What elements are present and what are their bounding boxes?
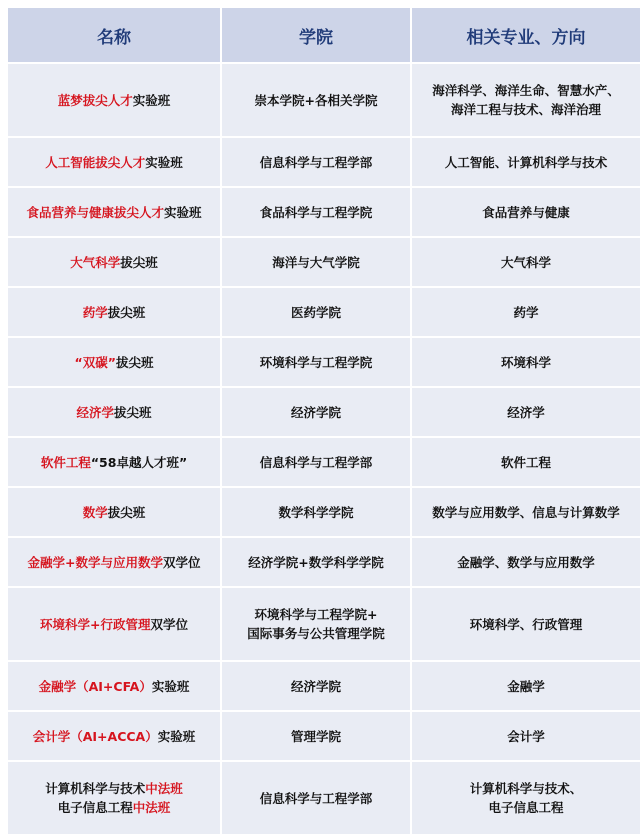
programs-table-container bbox=[6, 6, 636, 836]
program-name-cell bbox=[8, 588, 220, 660]
highlight-text: 大气科学 bbox=[70, 254, 121, 270]
major-line: 人工智能、计算机科学与技术 bbox=[444, 154, 608, 170]
highlight-text: 药学 bbox=[82, 304, 108, 320]
table-row bbox=[8, 388, 640, 436]
college-line: 信息科学与工程学部 bbox=[259, 454, 373, 470]
major-line: 计算机科学与技术、 bbox=[469, 781, 583, 796]
table-row bbox=[8, 188, 640, 236]
highlight-text: 环境科学+行政管理 bbox=[40, 616, 151, 632]
header-row bbox=[8, 8, 640, 62]
major-cell bbox=[412, 64, 640, 136]
college-cell bbox=[222, 138, 410, 186]
college-cell bbox=[222, 188, 410, 236]
table-row bbox=[8, 662, 640, 710]
major-cell bbox=[412, 488, 640, 536]
program-name-cell bbox=[8, 238, 220, 286]
highlight-text: 蓝梦拔尖人才 bbox=[57, 92, 133, 108]
college-line: 信息科学与工程学部 bbox=[259, 790, 373, 806]
plain-text: 计算机科学与技术 bbox=[45, 781, 146, 796]
college-cell bbox=[222, 388, 410, 436]
plain-text: 实验班 bbox=[151, 678, 190, 694]
highlight-text: 会计学（AI+ACCA） bbox=[32, 728, 158, 744]
plain-text: 拔尖班 bbox=[107, 304, 146, 320]
major-line: 海洋工程与技术、海洋治理 bbox=[450, 102, 601, 117]
plain-text: 实验班 bbox=[157, 728, 196, 744]
program-name-cell bbox=[8, 288, 220, 336]
major-line: 会计学 bbox=[507, 728, 545, 744]
plain-text: 电子信息工程 bbox=[57, 800, 133, 815]
plain-text: “58卓越人才班” bbox=[90, 454, 188, 470]
program-name-line bbox=[10, 798, 218, 817]
highlight-text: 金融学（AI+CFA） bbox=[38, 678, 152, 694]
major-cell bbox=[412, 388, 640, 436]
program-name-cell bbox=[8, 762, 220, 834]
program-name-cell bbox=[8, 662, 220, 710]
highlight-text: 人工智能拔尖人才 bbox=[45, 154, 146, 170]
plain-text: 双学位 bbox=[150, 616, 188, 632]
plain-text: 拔尖班 bbox=[114, 404, 152, 420]
highlight-text: 中法班 bbox=[145, 781, 183, 796]
highlight-text: 食品营养与健康拔尖人才 bbox=[26, 204, 164, 220]
highlight-text: 软件工程 bbox=[40, 454, 91, 470]
program-name-cell bbox=[8, 438, 220, 486]
major-cell bbox=[412, 438, 640, 486]
college-line: 国际事务与公共管理学院 bbox=[247, 626, 385, 641]
table-row bbox=[8, 488, 640, 536]
highlight-text: 中法班 bbox=[132, 800, 171, 815]
college-cell bbox=[222, 538, 410, 586]
college-cell bbox=[222, 588, 410, 660]
major-cell bbox=[412, 338, 640, 386]
college-line: 管理学院 bbox=[290, 728, 341, 744]
major-line: 电子信息工程 bbox=[488, 800, 564, 815]
major-line: 环境科学、行政管理 bbox=[469, 616, 583, 632]
header-major: 相关专业、方向 bbox=[412, 8, 640, 62]
plain-text: 实验班 bbox=[164, 204, 202, 220]
table-row bbox=[8, 762, 640, 834]
college-line: 经济学院+数学科学学院 bbox=[248, 554, 384, 570]
major-cell bbox=[412, 538, 640, 586]
college-cell bbox=[222, 488, 410, 536]
major-cell bbox=[412, 712, 640, 760]
program-name-cell bbox=[8, 388, 220, 436]
programs-table bbox=[6, 6, 640, 836]
table-row bbox=[8, 588, 640, 660]
major-line: 海洋科学、海洋生命、智慧水产、 bbox=[432, 83, 620, 98]
college-line: 医药学院 bbox=[290, 304, 341, 320]
program-name-cell bbox=[8, 488, 220, 536]
college-cell bbox=[222, 238, 410, 286]
highlight-text: “双碳” bbox=[74, 354, 116, 370]
highlight-text: 经济学 bbox=[76, 404, 114, 420]
college-cell bbox=[222, 712, 410, 760]
table-row bbox=[8, 338, 640, 386]
table-row bbox=[8, 288, 640, 336]
major-line: 金融学 bbox=[507, 678, 545, 694]
program-name-line bbox=[10, 779, 218, 798]
plain-text: 实验班 bbox=[132, 92, 171, 108]
college-cell bbox=[222, 662, 410, 710]
major-cell bbox=[412, 288, 640, 336]
college-line: 数学科学学院 bbox=[278, 504, 354, 520]
major-cell bbox=[412, 662, 640, 710]
highlight-text: 金融学+数学与应用数学 bbox=[27, 554, 163, 570]
major-line: 药学 bbox=[513, 304, 539, 320]
major-line: 金融学、数学与应用数学 bbox=[457, 554, 595, 570]
college-line: 经济学院 bbox=[290, 404, 341, 420]
table-row bbox=[8, 712, 640, 760]
highlight-text: 数学 bbox=[82, 504, 108, 520]
major-line: 经济学 bbox=[507, 404, 545, 420]
major-line: 大气科学 bbox=[500, 254, 551, 270]
header-name: 名称 bbox=[8, 8, 220, 62]
college-cell bbox=[222, 338, 410, 386]
college-line: 经济学院 bbox=[290, 678, 341, 694]
program-name-cell bbox=[8, 338, 220, 386]
plain-text: 实验班 bbox=[145, 154, 183, 170]
plain-text: 拔尖班 bbox=[120, 254, 158, 270]
major-cell bbox=[412, 188, 640, 236]
table-body bbox=[8, 64, 640, 834]
program-name-cell bbox=[8, 188, 220, 236]
plain-text: 双学位 bbox=[162, 554, 201, 570]
college-cell bbox=[222, 64, 410, 136]
program-name-cell bbox=[8, 538, 220, 586]
program-name-cell bbox=[8, 712, 220, 760]
major-cell bbox=[412, 762, 640, 834]
table-row bbox=[8, 438, 640, 486]
major-line: 食品营养与健康 bbox=[482, 204, 570, 220]
major-line: 数学与应用数学、信息与计算数学 bbox=[432, 504, 620, 520]
table-row bbox=[8, 64, 640, 136]
college-line: 食品科学与工程学院 bbox=[259, 204, 373, 220]
college-cell bbox=[222, 288, 410, 336]
major-cell bbox=[412, 588, 640, 660]
program-name-cell bbox=[8, 138, 220, 186]
college-line: 崇本学院+各相关学院 bbox=[254, 92, 378, 108]
college-line: 信息科学与工程学部 bbox=[259, 154, 373, 170]
college-cell bbox=[222, 762, 410, 834]
plain-text: 拔尖班 bbox=[115, 354, 154, 370]
major-line: 软件工程 bbox=[500, 454, 551, 470]
table-row bbox=[8, 238, 640, 286]
college-line: 环境科学与工程学院 bbox=[259, 354, 373, 370]
header-college: 学院 bbox=[222, 8, 410, 62]
major-cell bbox=[412, 138, 640, 186]
plain-text: 拔尖班 bbox=[107, 504, 146, 520]
major-cell bbox=[412, 238, 640, 286]
college-line: 环境科学与工程学院+ bbox=[254, 607, 378, 622]
college-line: 海洋与大气学院 bbox=[272, 254, 360, 270]
program-name-cell bbox=[8, 64, 220, 136]
major-line: 环境科学 bbox=[500, 354, 551, 370]
table-row bbox=[8, 538, 640, 586]
table-row bbox=[8, 138, 640, 186]
college-cell bbox=[222, 438, 410, 486]
